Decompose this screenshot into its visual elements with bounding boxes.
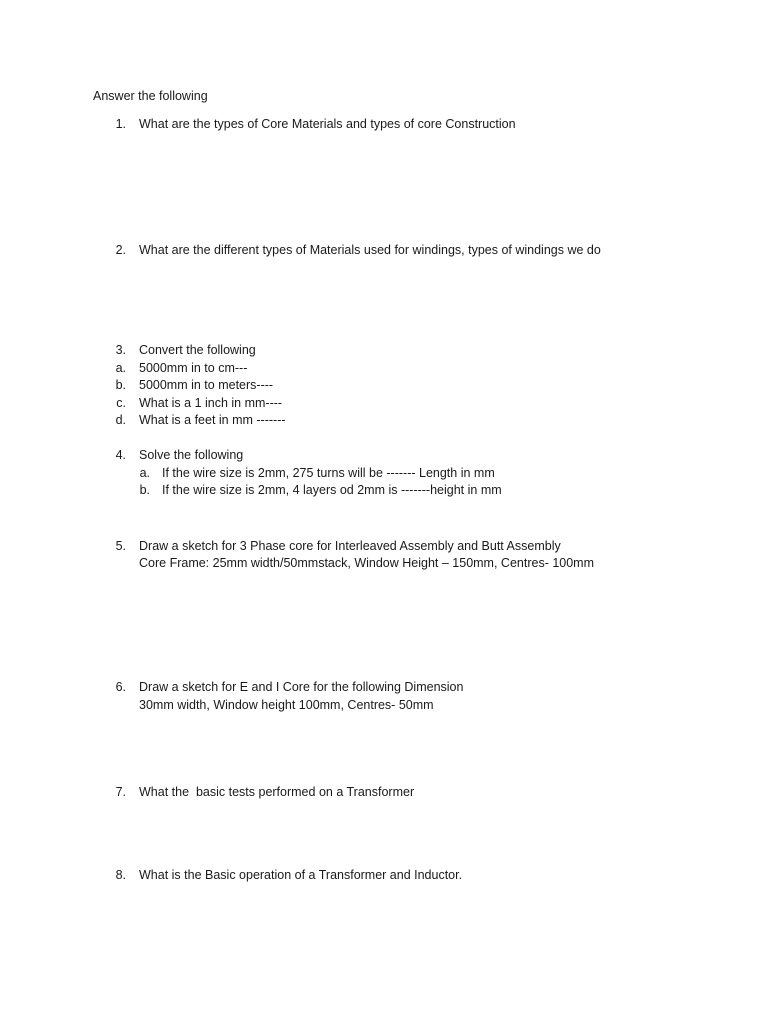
question-8-number: 8. [115, 868, 126, 882]
question-5-text-line-1: Draw a sketch for 3 Phase core for Interleaved Assembly and Butt Assembly [139, 539, 561, 553]
question-3-sub-c-text: What is a 1 inch in mm---- [139, 396, 283, 410]
question-3-number: 3. [115, 343, 126, 357]
question-2-text: What are the different types of Materials used for windings, types of windings we do [139, 243, 601, 257]
question-3-text: Convert the following [139, 343, 256, 357]
question-5-number: 5. [115, 539, 126, 553]
question-8-text: What is the Basic operation of a Transformer and Inductor. [139, 868, 463, 882]
question-2-number: 2. [115, 243, 126, 257]
question-7-number: 7. [115, 785, 126, 799]
question-4-sub-b-text: If the wire size is 2mm, 4 layers od 2mm is -------height in mm [162, 483, 502, 497]
question-1-text: What are the types of Core Materials and types of core Construction [139, 117, 516, 131]
question-3-sub-d-label: d. [115, 413, 126, 427]
question-3-sub-a-text: 5000mm in to cm--- [139, 361, 248, 375]
question-4-text: Solve the following [139, 448, 244, 462]
question-3-sub-b-text: 5000mm in to meters---- [139, 378, 274, 392]
question-3-sub-d-text: What is a feet in mm ------- [139, 413, 286, 427]
question-1-number: 1. [115, 117, 126, 131]
question-6-number: 6. [115, 680, 126, 694]
question-3-sub-a-label: a. [115, 361, 126, 375]
question-6-text-line-2: 30mm width, Window height 100mm, Centres- 50mm [139, 698, 434, 712]
question-5-text-line-2: Core Frame: 25mm width/50mmstack, Window Height – 150mm, Centres- 100mm [139, 556, 595, 570]
question-7-text: What the basic tests performed on a Transformer [139, 785, 415, 799]
question-6-text-line-1: Draw a sketch for E and I Core for the following Dimension [139, 680, 464, 694]
question-3-sub-b-label: b. [115, 378, 126, 392]
question-3-sub-c-label: c. [116, 396, 126, 410]
question-4-sub-a-label: a. [139, 466, 150, 480]
question-4-sub-a-text: If the wire size is 2mm, 275 turns will be ------- Length in mm [162, 466, 495, 480]
document-heading: Answer the following [93, 89, 208, 103]
question-4-number: 4. [115, 448, 126, 462]
question-4-sub-b-label: b. [139, 483, 150, 497]
